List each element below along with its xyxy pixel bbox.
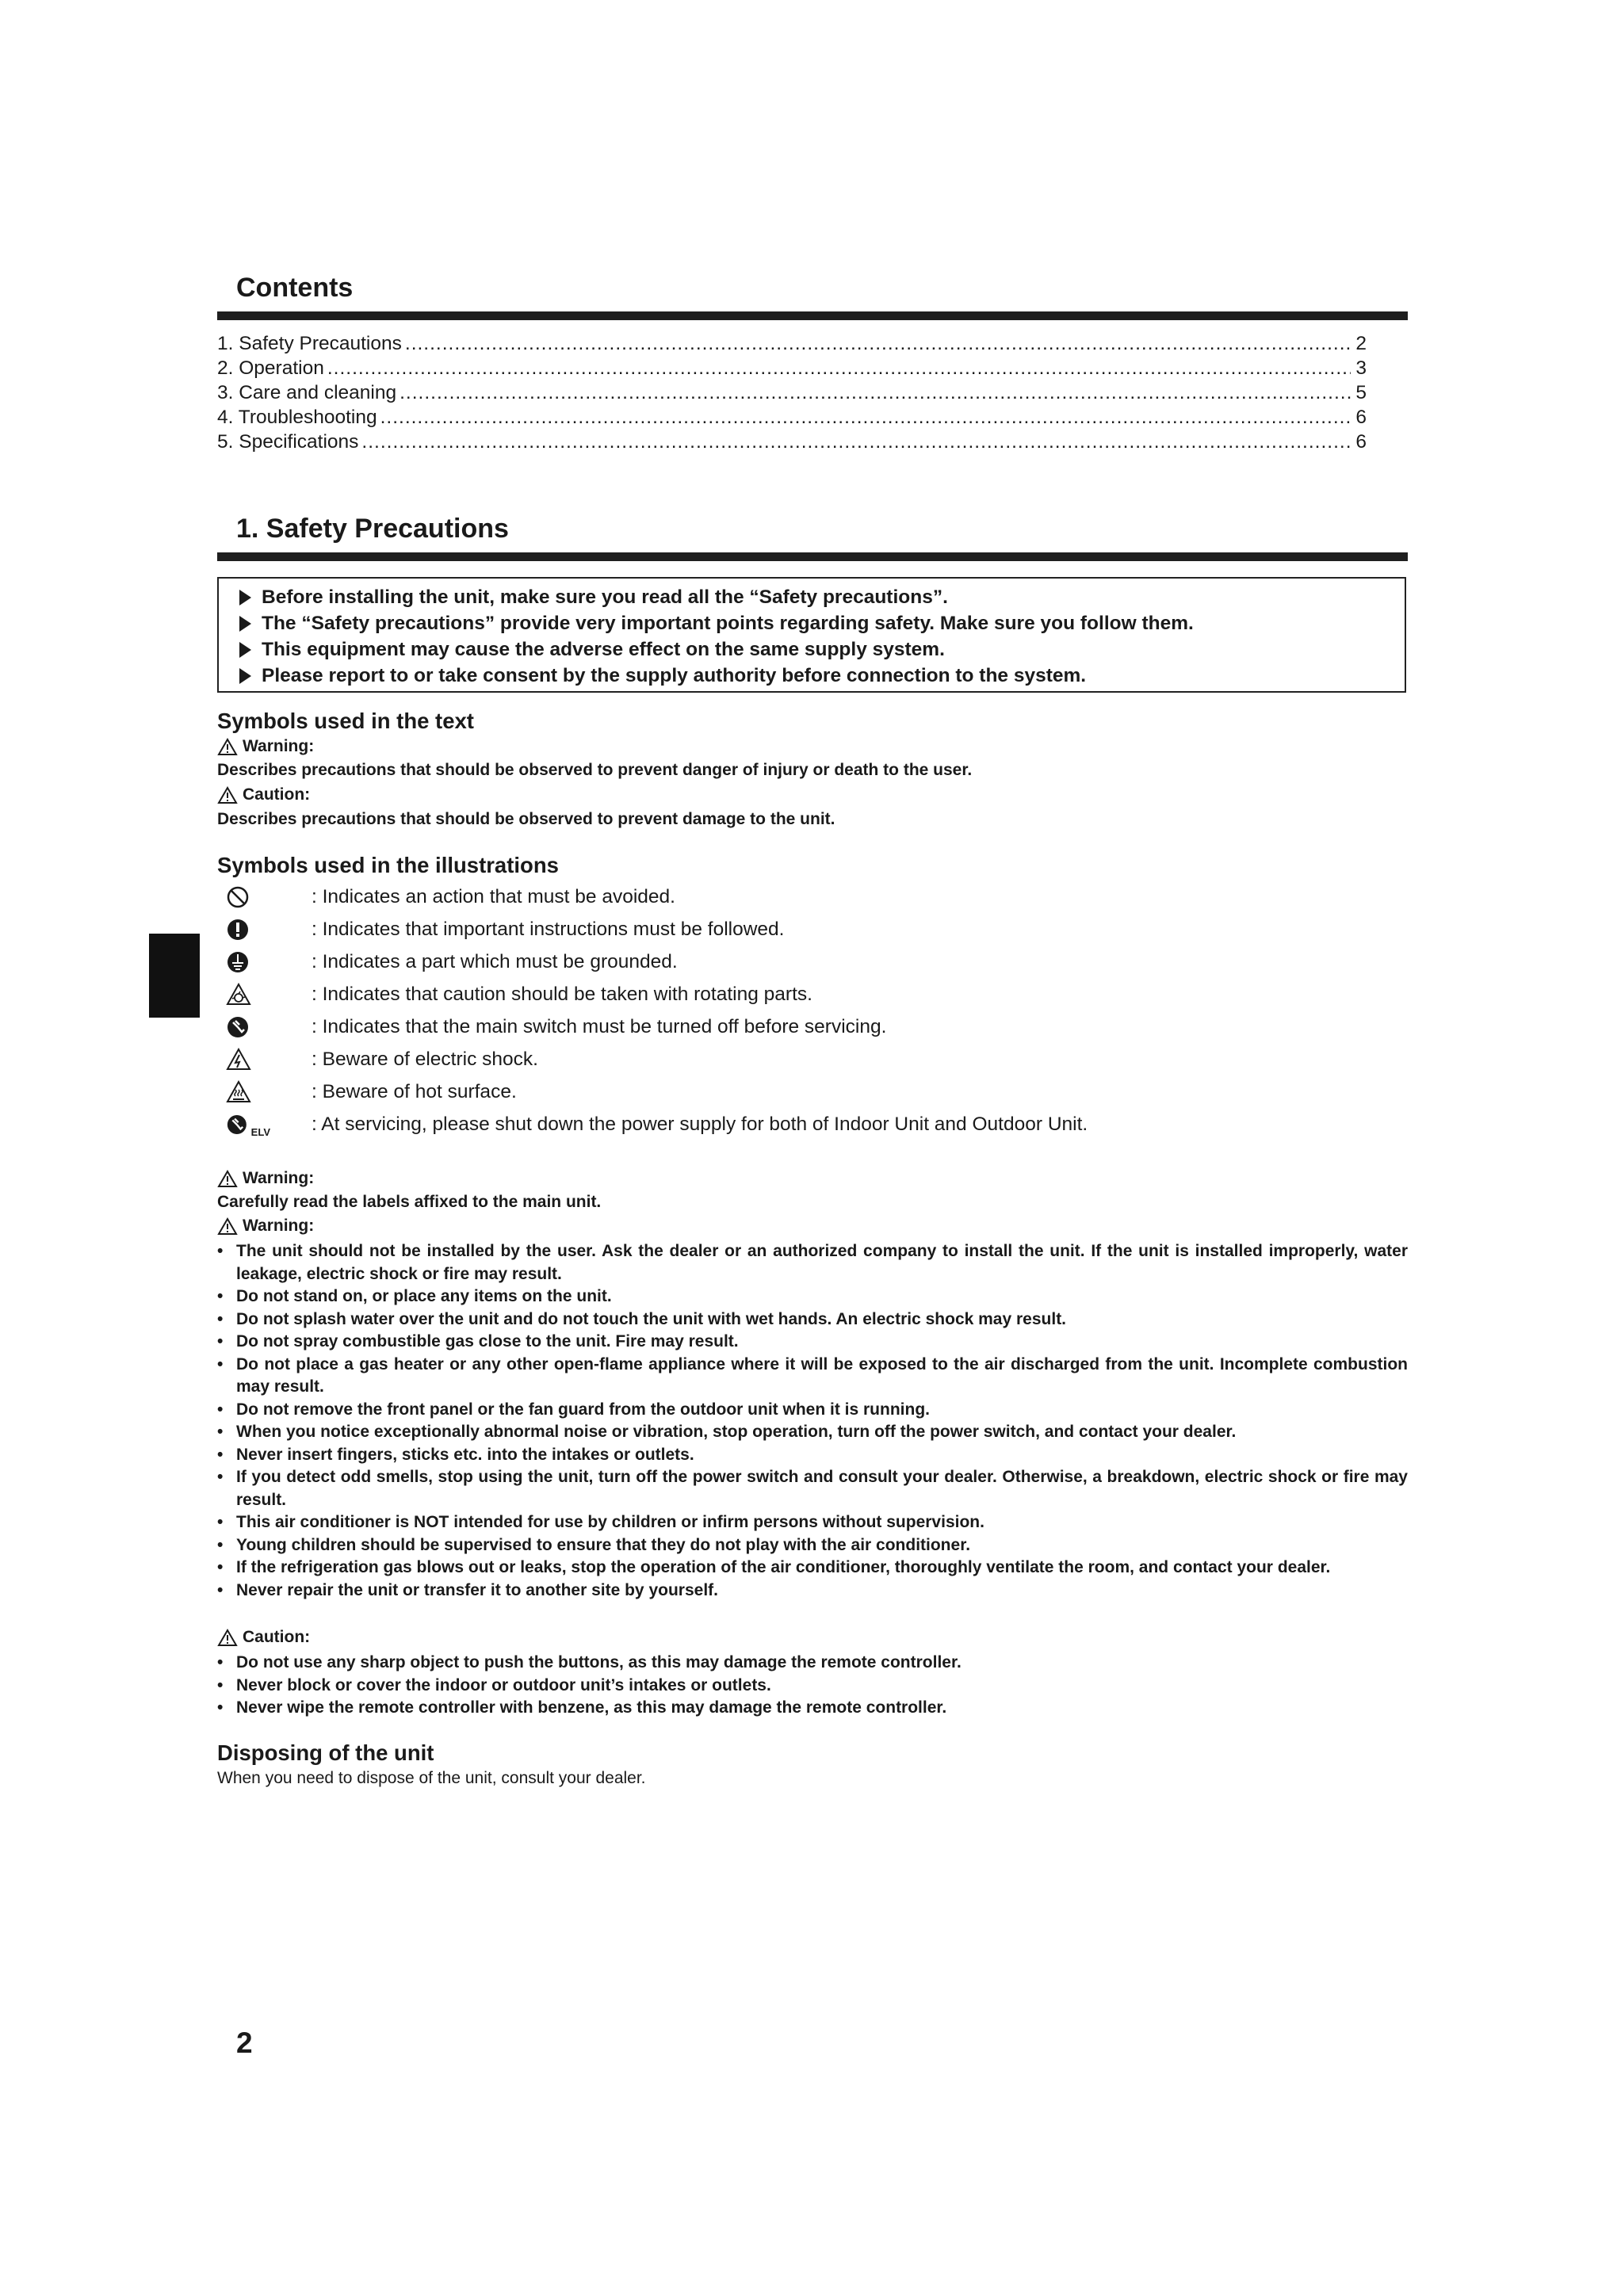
table-of-contents (217, 333, 1367, 456)
toc-item[interactable]: 5. Specifications ..... 6 (217, 431, 1367, 456)
warning-label-1: Warning: (217, 1169, 314, 1188)
list-item: • Never repair the unit or transfer it to another site by yourself. (217, 1580, 718, 1599)
symbol-row: : Beware of hot surface. (226, 1077, 939, 1107)
list-item: • Do not use any sharp object to push the buttons, as this may damage the remote controller. (217, 1653, 962, 1671)
notice-item: This equipment may cause the adverse effect on the same supply system. (239, 636, 1405, 663)
list-item: • If you detect odd smells, stop using the unit, turn off the power switch and consult your dealer. Otherwise, a breakdown, electric shock or fire may result. (217, 1468, 1408, 1509)
hot-surface-icon (226, 1080, 251, 1104)
arrow-right-icon (239, 616, 251, 632)
elv-icon (226, 1113, 248, 1137)
warning-description: Describes precautions that should be observed to prevent danger of injury or death to the user. (217, 761, 973, 779)
warning-icon (217, 738, 238, 756)
safety-title: 1. Safety Precautions (236, 514, 509, 544)
electric-shock-icon (226, 1048, 251, 1072)
toc-item[interactable]: 3. Care and cleaning ..... 5 (217, 382, 1367, 407)
symbol-row: : Indicates an action that must be avoided. (226, 882, 939, 912)
symbol-row: : Indicates that important instructions must be followed. (226, 915, 939, 945)
rotating-parts-icon (226, 983, 251, 1007)
safety-rule (217, 552, 1408, 561)
list-item: • Do not splash water over the unit and do not touch the unit with wet hands. An electric shock may result. (217, 1309, 1067, 1328)
list-item: • If the refrigeration gas blows out or leaks, stop the operation of the air conditioner, thoroughly ventilate the room, and contact your dealer. (217, 1558, 1331, 1576)
toc-item[interactable]: 1. Safety Precautions ..... 2 (217, 333, 1367, 357)
contents-title: Contents (236, 273, 354, 303)
disposing-text: When you need to dispose of the unit, consult your dealer. (217, 1769, 646, 1787)
list-item: • This air conditioner is NOT intended for use by children or infirm persons without supervision. (217, 1513, 984, 1531)
caution-description: Describes precautions that should be observed to prevent damage to the unit. (217, 810, 835, 828)
warning-labels-text: Carefully read the labels affixed to the main unit. (217, 1193, 602, 1211)
disposing-heading: Disposing of the unit (217, 1740, 434, 1765)
symbols-illustrations-heading: Symbols used in the illustrations (217, 853, 559, 877)
page-number: 2 (236, 2027, 253, 2059)
symbols-text-heading: Symbols used in the text (217, 709, 474, 733)
symbol-row: : Beware of electric shock. (226, 1045, 939, 1075)
notice-item: Before installing the unit, make sure you read all the “Safety precautions”. (239, 584, 1405, 610)
list-item: • The unit should not be installed by the user. Ask the dealer or an authorized company to install the unit. If the unit is installed improperly, water leakage, electric shock or fire may result. (217, 1242, 1408, 1283)
ground-icon (226, 950, 250, 974)
symbol-row: : Indicates that caution should be taken with rotating parts. (226, 980, 939, 1010)
safety-notice-box (217, 577, 1406, 693)
caution-label-2: Caution: (217, 1628, 310, 1647)
list-item: • Do not remove the front panel or the fan guard from the outdoor unit when it is running. (217, 1400, 930, 1419)
notice-item: The “Safety precautions” provide very important points regarding safety. Make sure you follow them. (239, 610, 1405, 636)
warning-list (217, 1240, 1408, 1602)
unplug-icon (226, 1015, 250, 1039)
symbol-row: : Indicates a part which must be grounded. (226, 947, 939, 977)
symbol-row: : Indicates that the main switch must be turned off before servicing. (226, 1012, 939, 1042)
arrow-right-icon (239, 590, 251, 606)
toc-item[interactable]: 2. Operation ..... 3 (217, 357, 1367, 382)
symbol-row: ELV : At servicing, please shut down the power supply for both of Indoor Unit and Outdoor Unit. (226, 1110, 939, 1140)
list-item: • Young children should be supervised to ensure that they do not play with the air conditioner. (217, 1535, 971, 1554)
list-item: • Never insert fingers, sticks etc. into the intakes or outlets. (217, 1445, 694, 1464)
list-item: • Never block or cover the indoor or outdoor unit’s intakes or outlets. (217, 1675, 771, 1694)
warning-label-2: Warning: (217, 1217, 314, 1236)
prohibited-icon (226, 885, 250, 909)
notice-item: Please report to or take consent by the supply authority before connection to the system. (239, 663, 1405, 689)
mandatory-exclamation-icon (226, 918, 250, 942)
caution-list (217, 1652, 1408, 1720)
list-item: • When you notice exceptionally abnormal noise or vibration, stop operation, turn off the power switch, and contact your dealer. (217, 1423, 1237, 1441)
arrow-right-icon (239, 668, 251, 684)
arrow-right-icon (239, 642, 251, 658)
warning-icon (217, 1170, 238, 1188)
list-item: • Do not stand on, or place any items on the unit. (217, 1287, 612, 1305)
list-item: • Do not place a gas heater or any other open-flame appliance where it will be exposed to the air discharged from the unit. Incomplete combustion may result. (217, 1354, 1408, 1396)
caution-icon (217, 786, 238, 804)
contents-rule (217, 311, 1408, 320)
warning-label: Warning: (217, 737, 314, 756)
warning-icon (217, 1217, 238, 1236)
list-item: • Do not spray combustible gas close to the unit. Fire may result. (217, 1332, 739, 1350)
language-tab-marker (149, 934, 200, 1018)
caution-label: Caution: (217, 785, 310, 804)
list-item: • Never wipe the remote controller with benzene, as this may damage the remote controller. (217, 1698, 947, 1717)
caution-icon (217, 1629, 238, 1647)
toc-item[interactable]: 4. Troubleshooting ..... 6 (217, 407, 1367, 431)
